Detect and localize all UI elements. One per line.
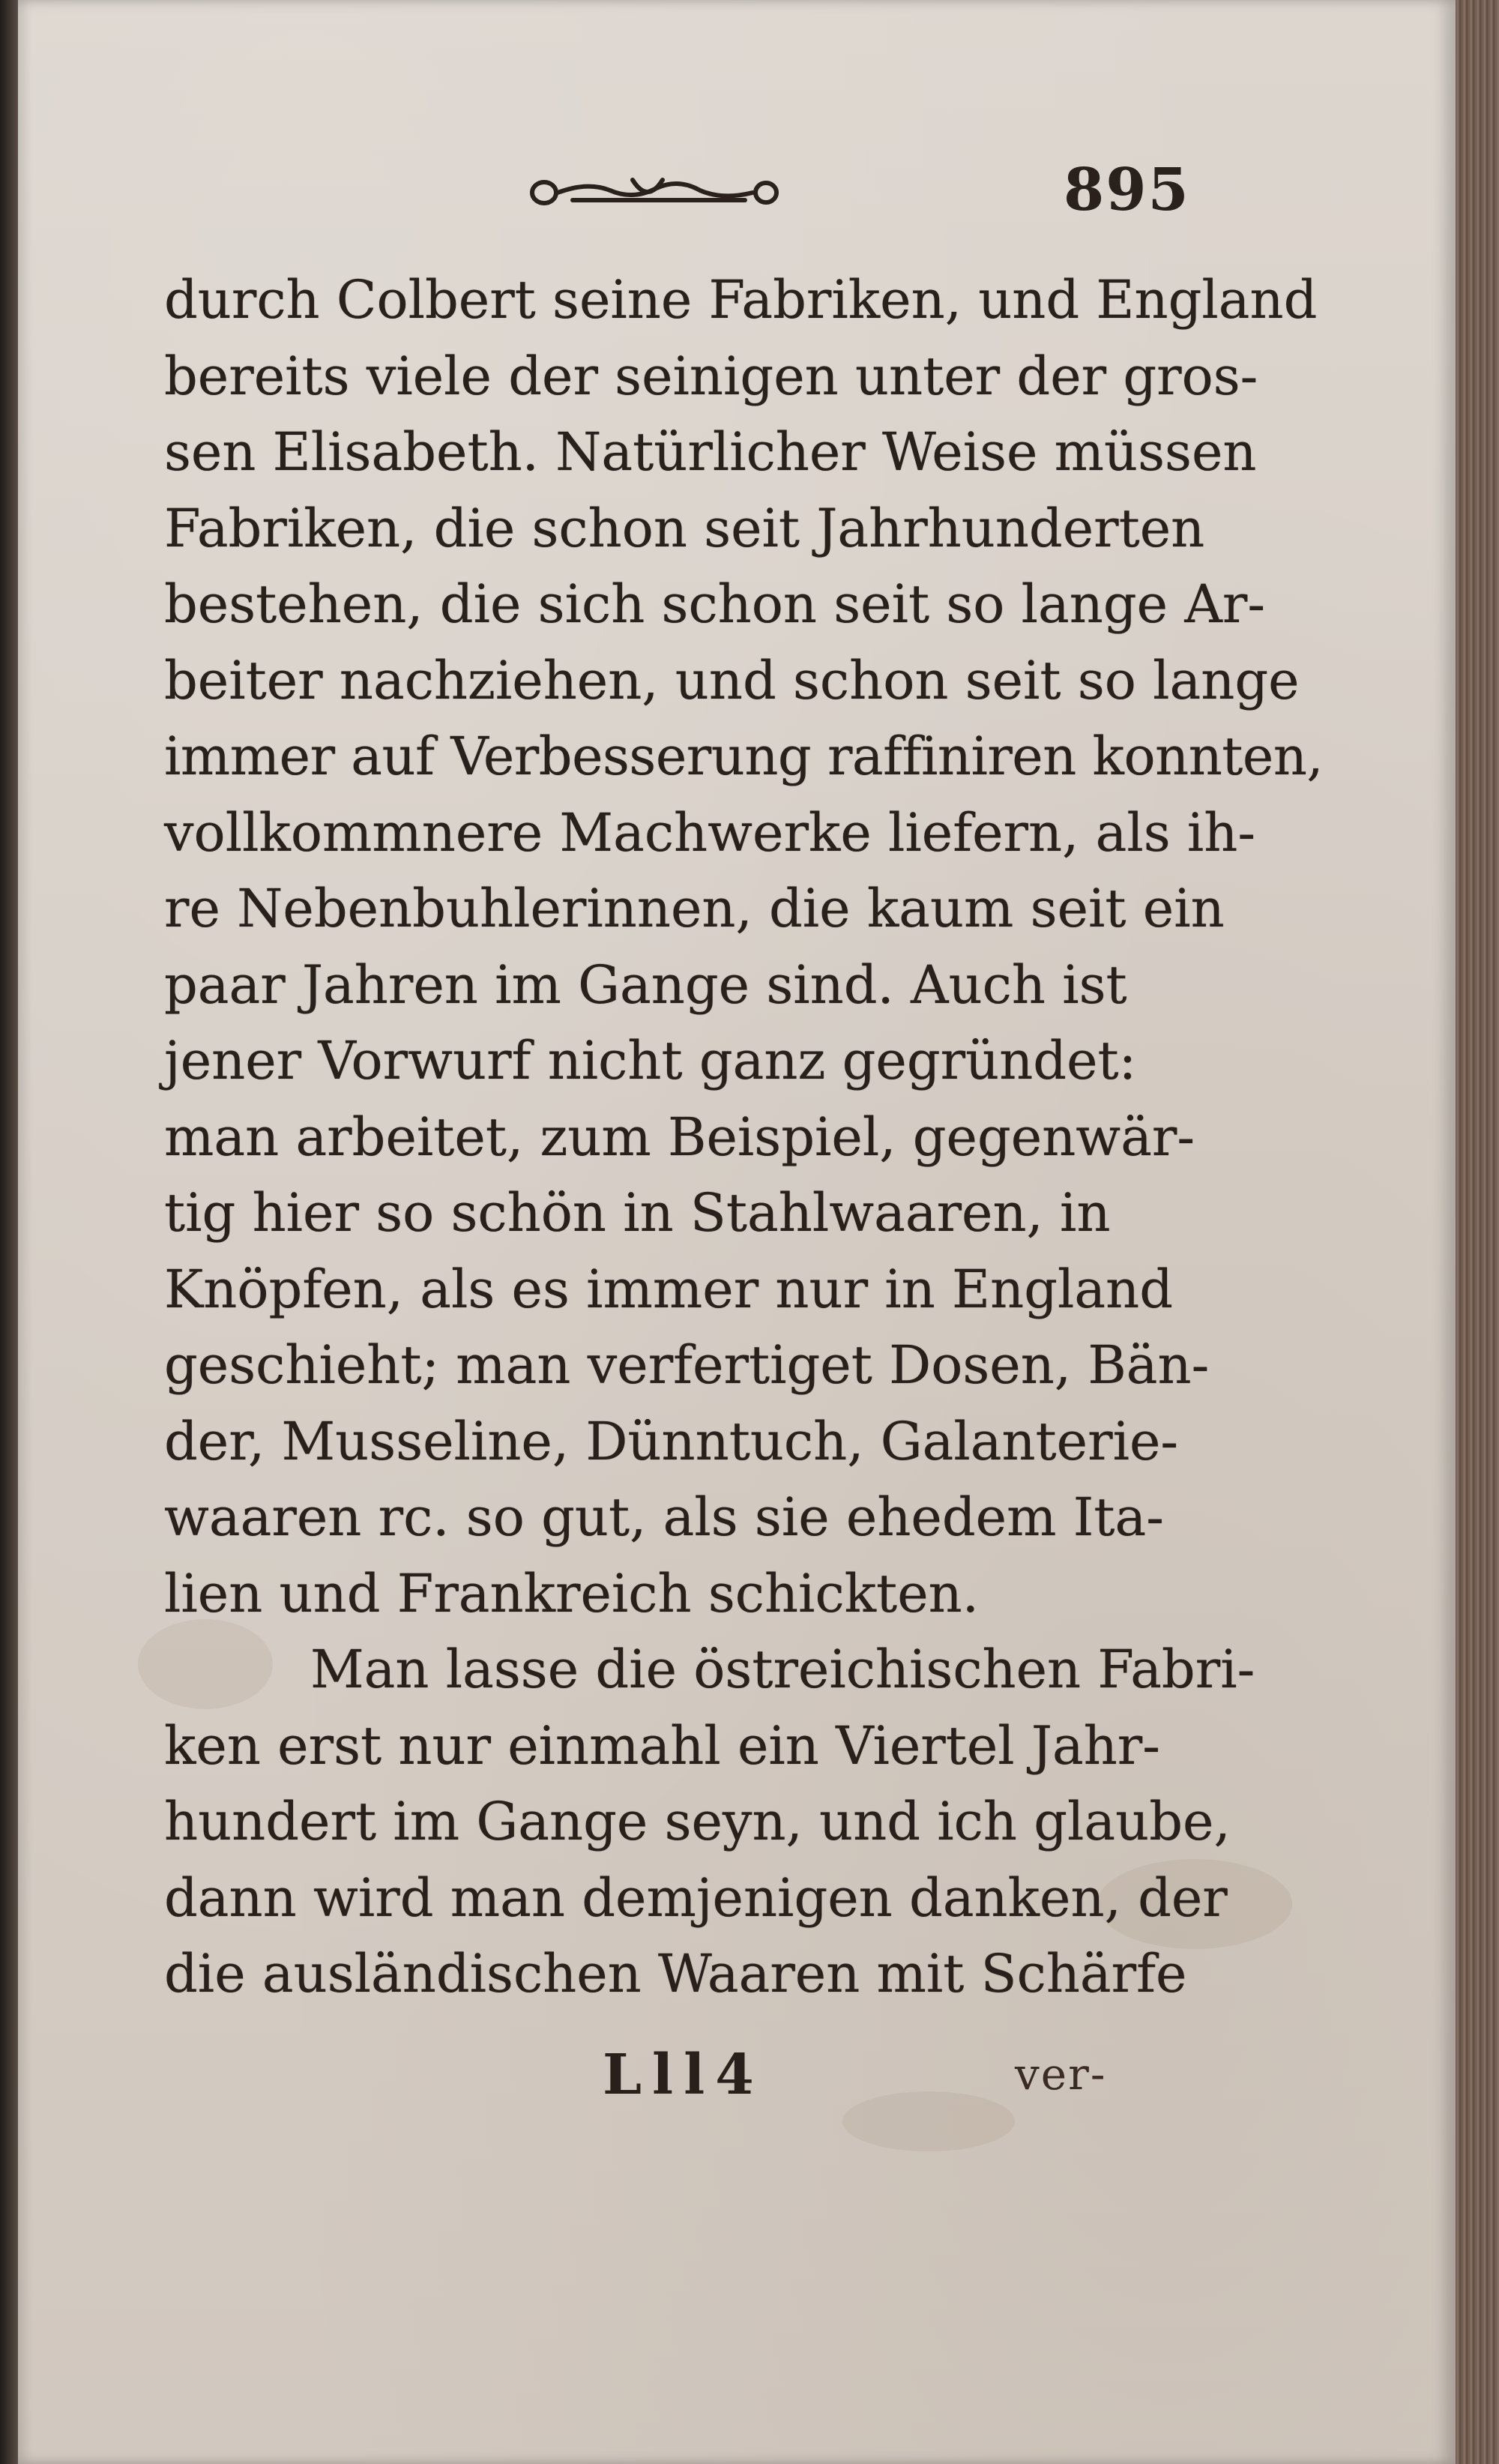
- text-line: vollkommnere Machwerke liefern, als ih-: [164, 801, 1256, 864]
- text-line: hundert im Gange seyn, und ich glaube,: [164, 1791, 1231, 1852]
- text-line: sen Elisabeth. Natürlicher Weise müssen: [164, 421, 1257, 483]
- text-line: bereits viele der seinigen unter der gros-: [164, 345, 1258, 407]
- catchword: ver-: [1015, 2049, 1107, 2100]
- text-line: dann wird man demjenigen danken, der: [164, 1867, 1228, 1929]
- text-line: ken erst nur einmahl ein Viertel Jahr-: [164, 1714, 1160, 1777]
- text-line: tig hier so schön in Stahlwaaren, in: [164, 1182, 1111, 1244]
- text-line: bestehen, die sich schon seit so lange Ar-: [164, 573, 1266, 635]
- text-line: paar Jahren im Gange sind. Auch ist: [164, 954, 1127, 1016]
- page-number: 895: [1064, 156, 1190, 224]
- text-line: immer auf Verbesserung raffiniren konnten,: [164, 726, 1324, 787]
- page-footer: [18, 2035, 1456, 2110]
- text-line: der, Musseline, Dünntuch, Galanterie-: [164, 1410, 1179, 1472]
- page-header: [18, 150, 1456, 240]
- text-line: geschieht; man verfertiget Dosen, Bän-: [164, 1334, 1210, 1396]
- text-line: die ausländischen Waaren mit Schärfe: [164, 1943, 1187, 2004]
- signature-mark: Lll4: [603, 2043, 764, 2107]
- text-line: man arbeitet, zum Beispiel, gegenwär-: [164, 1106, 1195, 1168]
- book-page: [18, 0, 1456, 2464]
- text-line: durch Colbert seine Fabriken, und England: [164, 269, 1318, 331]
- text-line: waaren rc. so gut, als sie ehedem Ita-: [164, 1486, 1164, 1548]
- body-text: [164, 262, 1324, 2013]
- text-line: jener Vorwurf nicht ganz gegründet:: [164, 1030, 1137, 1091]
- page-edges: [1456, 0, 1499, 2464]
- text-line: Fabriken, die schon seit Jahrhunderten: [164, 497, 1205, 559]
- text-line: Man lasse die östreichischen Fabri-: [310, 1639, 1255, 1700]
- text-line: beiter nachziehen, und schon seit so lange: [164, 649, 1300, 711]
- text-line: lien und Frankreich schickten.: [164, 1562, 979, 1624]
- header-ornament-icon: [528, 159, 782, 226]
- text-line: re Nebenbuhlerinnen, die kaum seit ein: [164, 878, 1225, 939]
- text-line: Knöpfen, als es immer nur in England: [164, 1258, 1174, 1320]
